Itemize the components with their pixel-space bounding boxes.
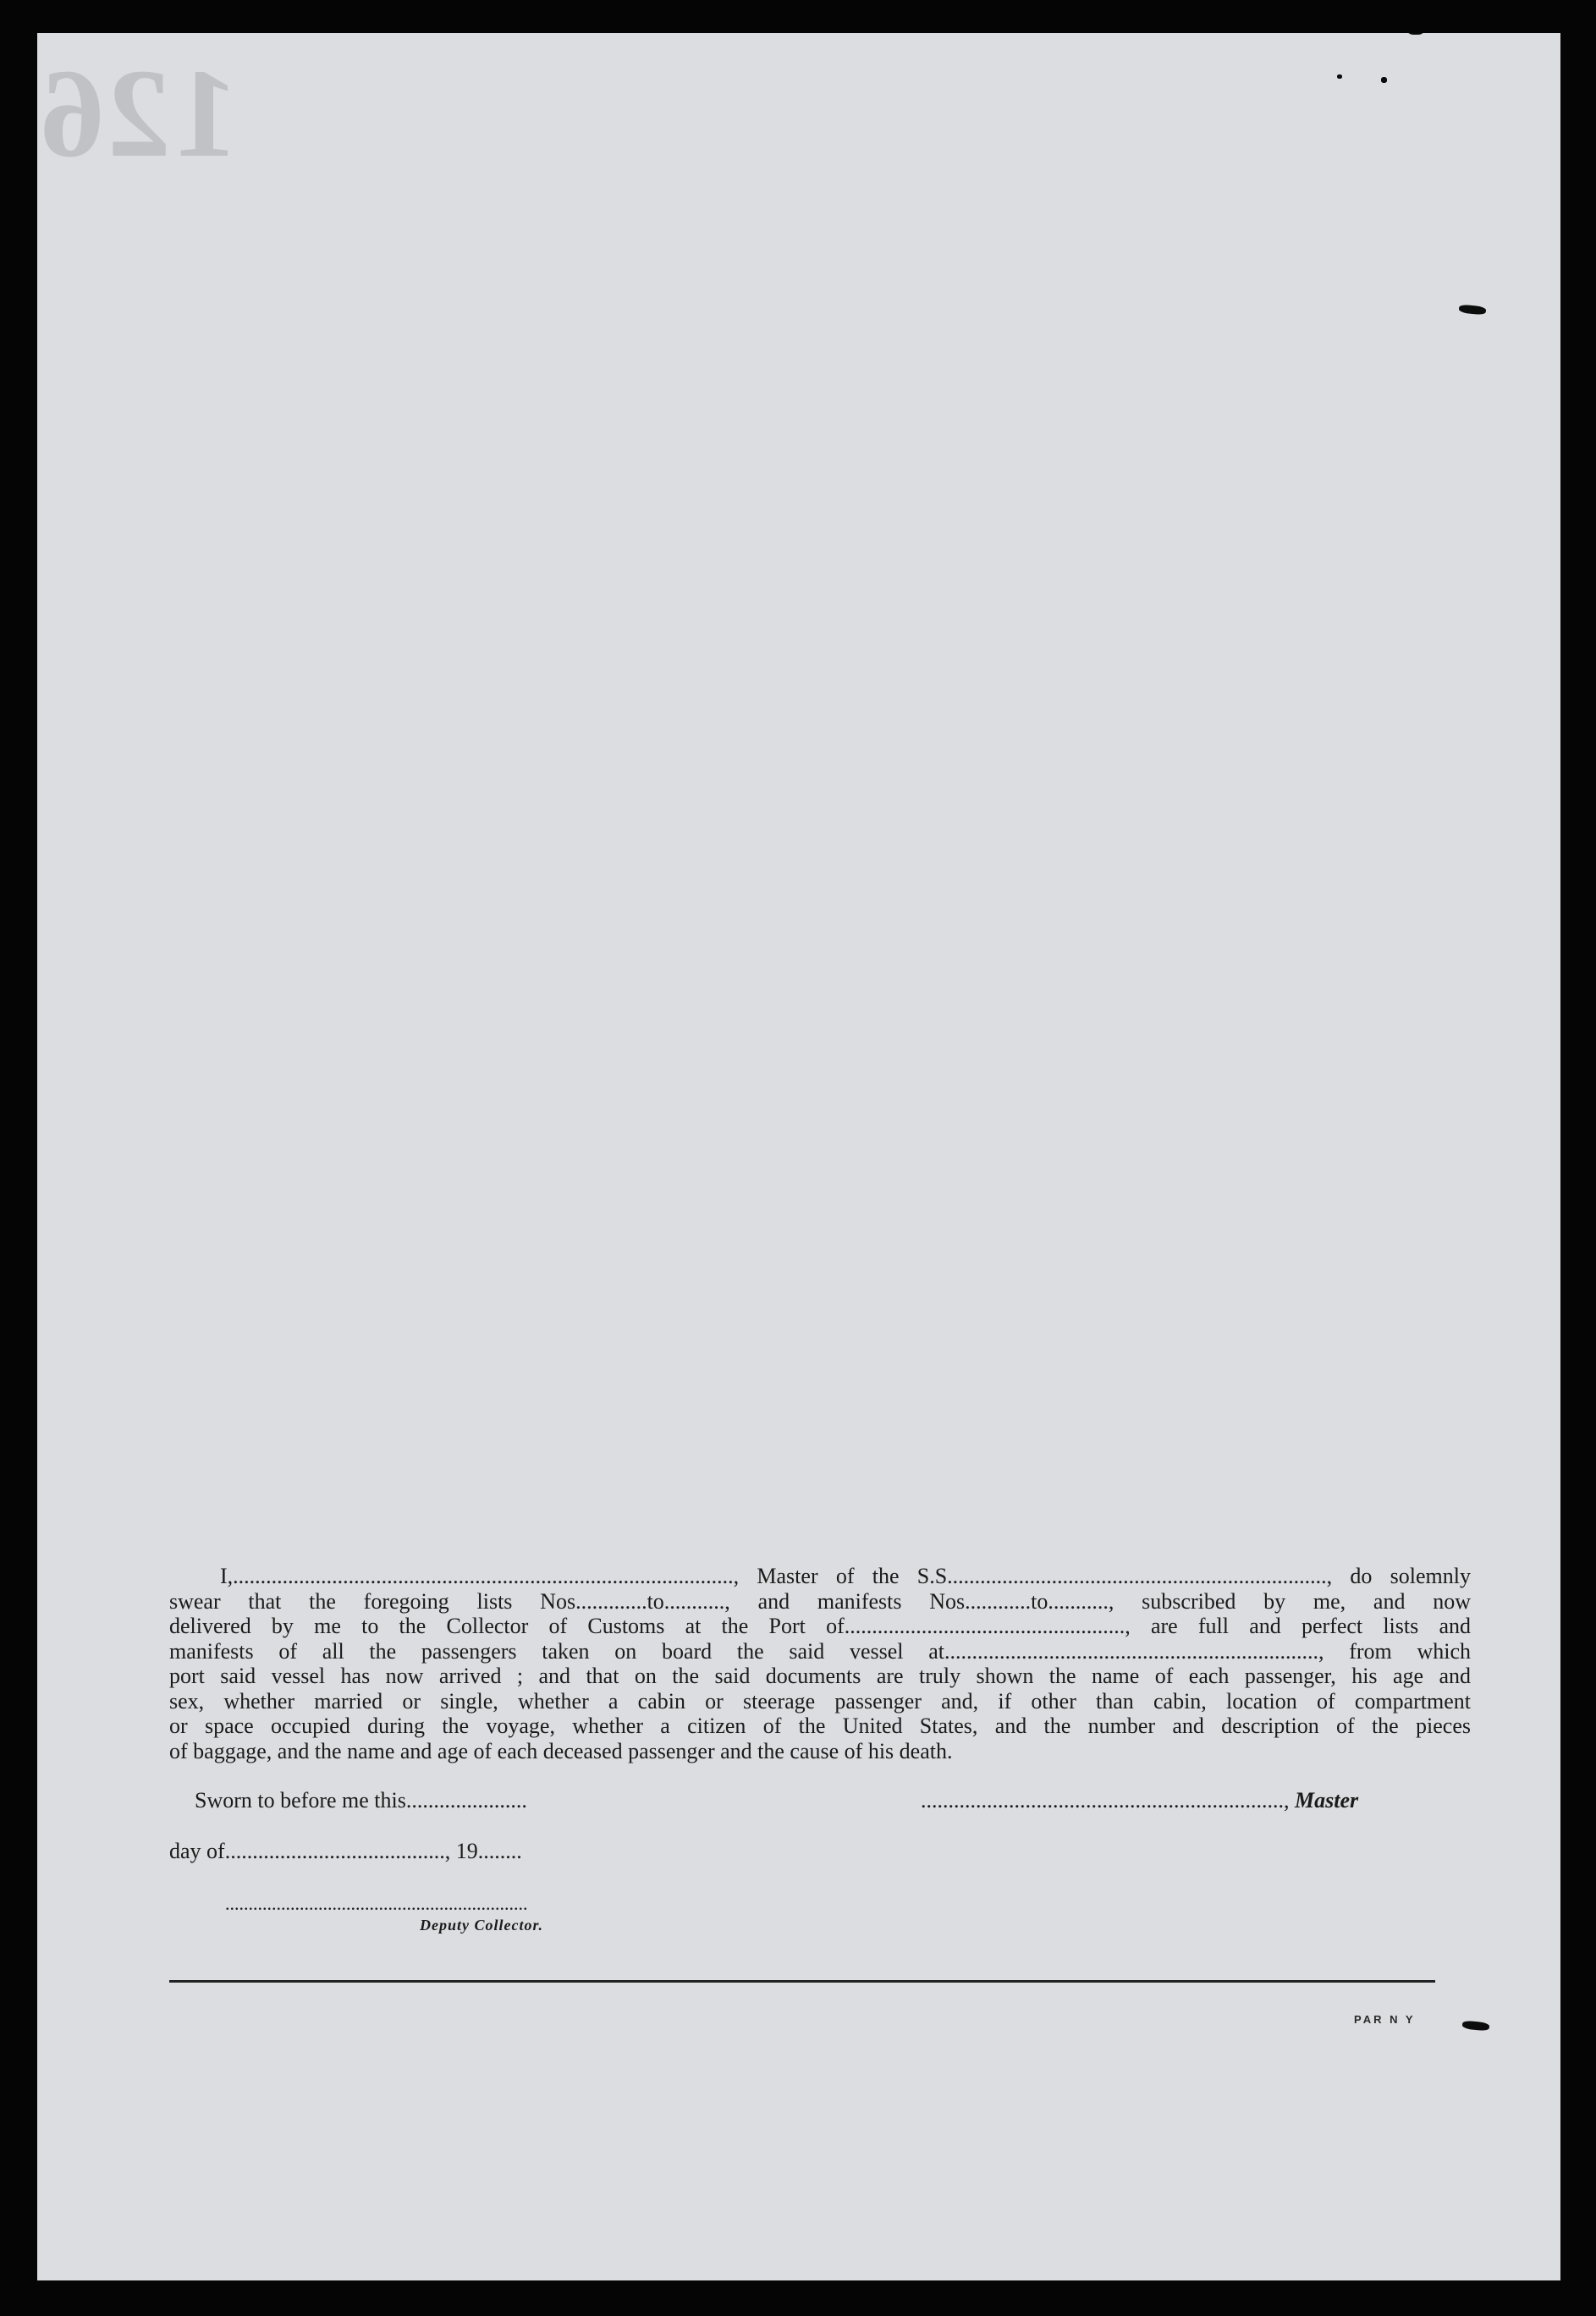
oath-line: I,..........................................................................................., Master of the S.S....................................................................., do solemnly [220,1564,1471,1588]
sworn-before-text: Sworn to before me this...................... [195,1788,527,1813]
master-label: Master [1295,1788,1359,1813]
oath-paragraph [169,1564,1471,1763]
document-page [37,33,1560,2280]
oath-line: or space occupied during the voyage, whether a citizen of the United States, and the number and description of the pieces [169,1714,1471,1738]
master-signature-dots: .................................................................., [921,1788,1290,1813]
oath-line: of baggage, and the name and age of each deceased passenger and the cause of his death. [169,1738,953,1763]
oath-line: manifests of all the passengers taken on board the said vessel at...................................................................., from which [169,1638,1471,1664]
oath-line: sex, whether married or single, whether a cabin or steerage passenger and, if other than cabin, location of compartment [169,1688,1471,1714]
date-line [169,1839,522,1864]
oath-line: delivered by me to the Collector of Customs at the Port of..................................................., are full and perfect lists and [169,1614,1471,1638]
ink-speck [1408,33,1423,35]
oath-line: swear that the foregoing lists Nos.............to..........., and manifests Nos............to..........., subscribed by me, and now [169,1588,1471,1614]
printer-mark: PAR N Y [1354,2013,1416,2026]
binding-mark [1462,2020,1490,2031]
sworn-before-line [195,1788,527,1813]
date-text: day of........................................, 19........ [169,1839,522,1863]
oath-line: port said vessel has now arrived ; and that on the said documents are truly shown the name of each passenger, his age and [169,1664,1471,1688]
deputy-signature-dots: ................................................................. [225,1893,528,1914]
bottom-rule [169,1980,1435,1983]
ink-speck [1337,74,1342,79]
ink-speck [1381,77,1387,83]
stamped-page-number: 126 [37,43,238,184]
deputy-collector-label: Deputy Collector. [420,1917,543,1934]
master-signature-line [921,1788,1358,1813]
binding-mark [1459,304,1487,315]
